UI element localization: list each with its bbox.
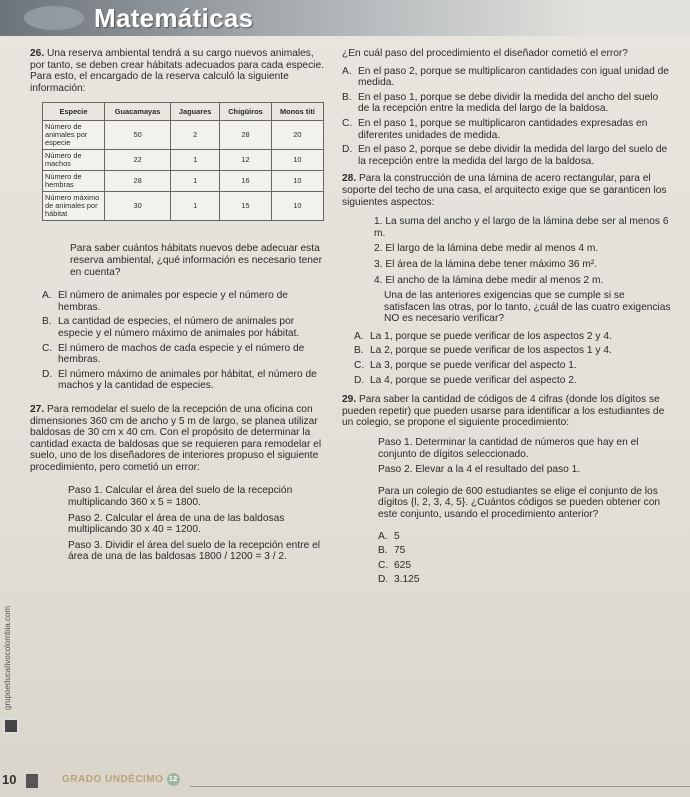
table-row-label: Número de hembras <box>43 171 105 192</box>
option-text: 3.125 <box>394 574 420 586</box>
option-28-c[interactable] <box>354 360 672 372</box>
publisher-url: grupoeducativocolombia.com <box>3 605 12 710</box>
footer-bar-icon <box>26 774 38 788</box>
table-row-label: Número máximo de animales por hábitat <box>43 192 105 221</box>
option-27-c[interactable] <box>342 118 672 141</box>
option-text: En el paso 2, porque se multiplicaron cantidades con igual unidad de medida. <box>358 65 669 89</box>
option-28-d[interactable] <box>354 375 672 387</box>
right-column <box>342 48 672 589</box>
question-27-options <box>342 66 672 168</box>
aspect-item: 3. El área de la lámina debe tener máximo 36 m². <box>374 258 598 270</box>
grade-text: GRADO UNDÉCIMO <box>62 774 164 786</box>
option-letter: D. <box>378 574 389 586</box>
table-cell: 10 <box>271 192 323 221</box>
table-cell: 1 <box>171 150 220 171</box>
footer-divider <box>190 786 690 787</box>
page-number: 10 <box>2 772 17 787</box>
option-text: 75 <box>394 545 406 557</box>
grade-label <box>62 773 180 786</box>
question-28-stem: Para la construcción de una lámina de acero rectangular, para el soporte del techo de una casa, el arquitecto exige que se garanticen los siguientes aspectos: <box>342 173 667 208</box>
table-cell: 28 <box>105 171 171 192</box>
option-28-b[interactable] <box>354 345 672 357</box>
table-header: Chigüiros <box>220 103 272 121</box>
option-26-a[interactable] <box>42 290 330 313</box>
question-29-question: Para un colegio de 600 estudiantes se elige el conjunto de los dígitos {l, 2, 3, 4, 5}. ¿Cuántos códigos se pueden obtener con este conjunto, usando el procedimiento anterior? <box>378 485 661 520</box>
option-letter: D. <box>342 144 353 156</box>
option-letter: B. <box>378 545 388 557</box>
option-text: En el paso 1, porque se multiplicaron cantidades expresadas en diferentes unidades de medida. <box>358 117 648 141</box>
question-26-question: Para saber cuántos hábitats nuevos debe adecuar esta reserva ambiental, ¿qué información es necesario tener en cuenta? <box>70 243 322 278</box>
table-row <box>43 121 324 150</box>
option-26-b[interactable] <box>42 316 330 339</box>
option-text: En el paso 1, porque se debe dividir la medida del ancho del suelo de la recepción entre la medida del largo de la baldosa. <box>358 91 659 115</box>
question-29-number: 29. <box>342 394 357 406</box>
table-header: Monos tití <box>271 103 323 121</box>
table-header: Guacamayas <box>105 103 171 121</box>
option-text: El número de animales por especie y el número de hembras. <box>58 290 288 313</box>
question-28-question: Una de las anteriores exigencias que se cumple si se satisfacen las otras, por lo tanto, ¿cuál de las cuatro exigencias NO es necesario verificar? <box>384 290 671 325</box>
table-cell: 20 <box>271 121 323 150</box>
option-27-b[interactable] <box>342 92 672 115</box>
question-29 <box>342 394 672 429</box>
table-cell: 15 <box>220 192 272 221</box>
aspect-item: 1. La suma del ancho y el largo de la lámina debe ser al menos 6 m. <box>374 216 669 239</box>
option-29-a[interactable] <box>378 531 503 543</box>
step-item: Paso 1. Calcular el área del suelo de la recepción multiplicando 360 x 5 = 1800. <box>68 485 293 509</box>
step-item: Paso 2. Elevar a la 4 el resultado del paso 1. <box>378 464 581 476</box>
question-26-stem: Una reserva ambiental tendrá a su cargo nuevos animales, por tanto, se deben crear hábitats adecuados para cada especie. Para esto, el encargado de la reserva calculó la siguiente información: <box>30 48 324 94</box>
option-text: La 4, porque se puede verificar del aspecto 2. <box>370 374 577 386</box>
option-29-d[interactable] <box>378 574 488 586</box>
table-row <box>43 150 324 171</box>
step-item: Paso 3. Dividir el área del suelo de la recepción entre el área de una de las baldosas 1800 / 1200 = 3 / 2. <box>68 539 321 563</box>
table-cell: 2 <box>171 121 220 150</box>
step-item: Paso 2. Calcular el área de una de las baldosas multiplicando 30 x 40 = 1200. <box>68 512 285 536</box>
option-text: 625 <box>394 559 411 571</box>
option-letter: D. <box>354 374 365 386</box>
habitat-table <box>42 102 324 221</box>
option-26-d[interactable] <box>42 369 330 392</box>
table-header: Especie <box>43 103 105 121</box>
option-letter: C. <box>354 360 365 372</box>
question-28-number: 28. <box>342 173 357 185</box>
option-letter: A. <box>42 290 52 302</box>
step-item: Paso 1. Determinar la cantidad de números que hay en el conjunto de dígitos seleccionado. <box>378 437 639 460</box>
table-cell: 22 <box>105 150 171 171</box>
option-text: La 2, porque se puede verificar de los aspectos 1 y 4. <box>370 345 612 357</box>
grade-badge: 12 <box>167 773 180 786</box>
option-letter: B. <box>354 345 364 357</box>
option-letter: A. <box>354 330 364 342</box>
option-text: El número de machos de cada especie y el número de hembras. <box>58 342 305 366</box>
option-letter: B. <box>342 91 352 103</box>
question-28-aspects <box>342 216 672 325</box>
table-cell: 1 <box>171 171 220 192</box>
table-row-label: Número de animales por especie <box>43 121 105 150</box>
subject-title: Matemáticas <box>94 3 254 33</box>
subject-header <box>0 0 690 36</box>
question-26-options <box>30 290 330 392</box>
question-29-stem: Para saber la cantidad de códigos de 4 cifras (donde los dígitos se pueden repetir) que pueden usarse para identificar a los estudiantes de un colegio, se propone el siguiente procedimiento: <box>342 394 665 429</box>
option-letter: D. <box>42 368 53 380</box>
table-cell: 50 <box>105 121 171 150</box>
qr-code-icon <box>3 718 19 734</box>
header-logo-icon <box>24 6 84 30</box>
option-27-d[interactable] <box>342 144 672 167</box>
question-26 <box>30 48 330 94</box>
option-text: El número máximo de animales por hábitat, el número de machos y la cantidad de especies. <box>58 368 317 392</box>
question-29-options <box>342 531 592 589</box>
table-cell: 28 <box>220 121 272 150</box>
table-header: Jaguares <box>171 103 220 121</box>
option-text: La 3, porque se puede verificar del aspecto 1. <box>370 360 577 372</box>
aspect-item: 2. El largo de la lámina debe medir al menos 4 m. <box>374 243 599 255</box>
table-cell: 10 <box>271 171 323 192</box>
table-cell: 12 <box>220 150 272 171</box>
left-column <box>30 48 330 567</box>
question-28 <box>342 173 672 208</box>
option-28-a[interactable] <box>354 331 672 343</box>
question-27-question: ¿En cuál paso del procedimiento el diseñador cometió el error? <box>342 48 628 59</box>
table-cell: 10 <box>271 150 323 171</box>
option-text: 5 <box>394 530 400 542</box>
option-letter: C. <box>42 342 53 354</box>
question-27-steps <box>68 485 330 563</box>
table-row <box>43 192 324 221</box>
option-letter: C. <box>342 117 353 129</box>
question-27 <box>30 404 330 474</box>
option-29-b[interactable] <box>378 545 488 557</box>
question-27-stem: Para remodelar el suelo de la recepción de una oficina con dimensiones 360 cm de ancho y 5 m de largo, se planea utilizar baldosas de 30 cm x 40 cm. Con el propósito de determinar la cantidad exacta de baldosas que se requieren para remodelar el suelo, uno de los diseñadores de interiores propuso el siguiente procedimiento, pero cometió un error: <box>30 403 322 473</box>
table-cell: 1 <box>171 192 220 221</box>
table-cell: 16 <box>220 171 272 192</box>
aspect-item: 4. El ancho de la lámina debe medir al menos 2 m. <box>374 274 604 286</box>
option-letter: C. <box>378 559 389 571</box>
option-letter: A. <box>342 65 352 77</box>
question-28-options <box>342 331 672 386</box>
option-27-a[interactable] <box>342 66 672 89</box>
option-letter: B. <box>42 316 52 328</box>
question-29-steps <box>342 437 672 476</box>
question-26-number: 26. <box>30 48 45 59</box>
table-cell: 30 <box>105 192 171 221</box>
option-text: La cantidad de especies, el número de animales por especie y el número máximo de animales por hábitat. <box>58 316 300 339</box>
table-row-label: Número de machos <box>43 150 105 171</box>
option-text: En el paso 2, porque se debe dividir la medida del largo del suelo de la recepción entre la medida del largo de la baldosa. <box>358 144 668 167</box>
option-26-c[interactable] <box>42 343 330 366</box>
option-text: La 1, porque se puede verificar de los aspectos 2 y 4. <box>370 330 612 342</box>
option-letter: A. <box>378 530 388 542</box>
table-row <box>43 171 324 192</box>
option-29-c[interactable] <box>378 560 503 572</box>
question-27-number: 27. <box>30 403 45 415</box>
